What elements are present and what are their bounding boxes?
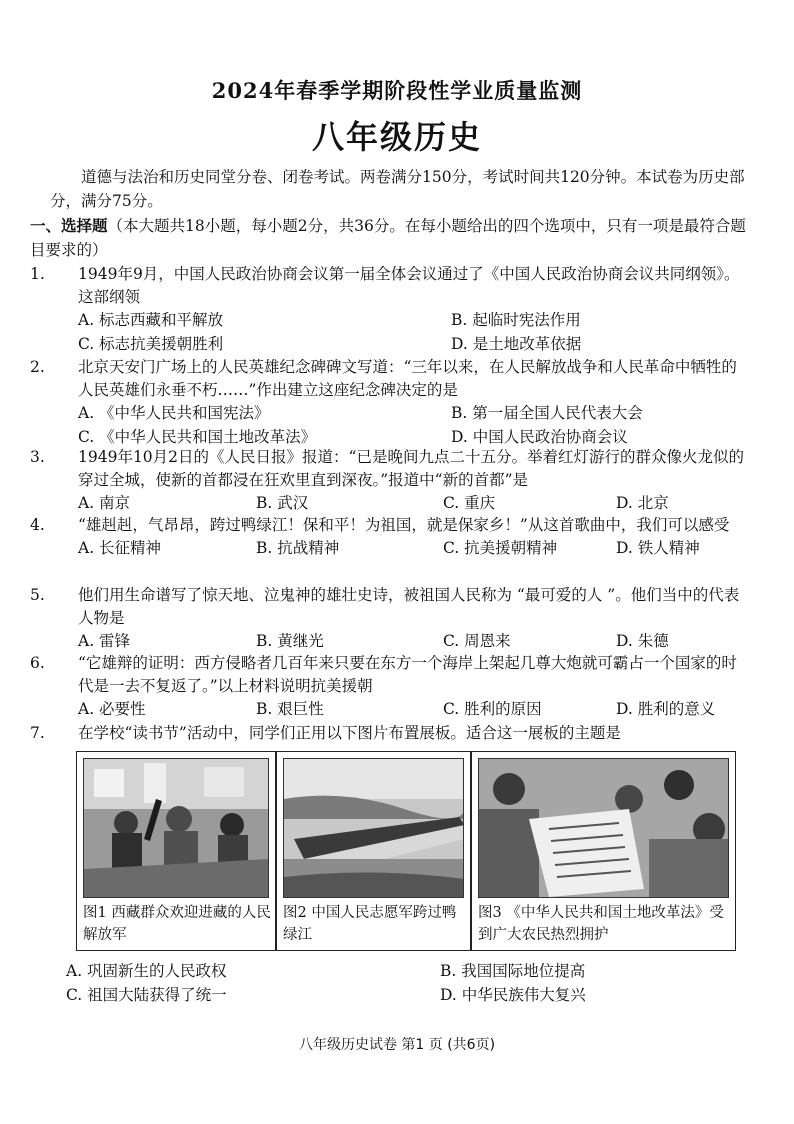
option-d[interactable]: D. 是土地改革依据 [451, 335, 582, 353]
option-b[interactable]: B. 艰巨性 [256, 700, 324, 718]
page-footer: 八年级历史试卷 第1 页 (共6页) [298, 1037, 496, 1053]
option-a[interactable]: A. 雷锋 [78, 632, 131, 650]
figure-row [76, 751, 736, 951]
option-c[interactable]: C. 祖国大陆获得了统一 [66, 986, 227, 1004]
option-c[interactable]: C. 胜利的原因 [443, 700, 542, 718]
exam-title: 2024年春季学期阶段性学业质量监测 [211, 78, 583, 103]
question-number: 3. [30, 448, 45, 466]
question-7 [30, 722, 750, 745]
photo-tibet-welcome [83, 758, 269, 898]
question-number: 7. [30, 724, 45, 742]
figure-2 [276, 751, 471, 951]
question-stem: 1949年9月，中国人民政治协商会议第一届全体会议通过了《中国人民政治协商会议共同纲领》。这部纲领 [78, 265, 740, 306]
question-number: 1. [30, 265, 45, 283]
option-d[interactable]: D. 铁人精神 [616, 539, 700, 557]
option-c[interactable]: C. 重庆 [443, 494, 496, 512]
option-c[interactable]: C. 标志抗美援朝胜利 [78, 335, 224, 353]
option-d[interactable]: D. 朱德 [616, 632, 669, 650]
photo-yalu-crossing [283, 758, 464, 898]
question-number: 5. [30, 586, 45, 604]
section-note: （本大题共18小题，每小题2分，共36分。在每小题给出的四个选项中，只有一项是最符合题目要求的） [30, 217, 746, 259]
figure-2-caption: 图2 中国人民志愿军跨过鸭绿江 [283, 905, 457, 943]
question-stem: “它雄辩的证明：西方侵略者几百年来只要在东方一个海岸上架起几尊大炮就可霸占一个国家的时代是一去不复返了。”以上材料说明抗美援朝 [78, 654, 737, 695]
option-d[interactable]: D. 胜利的意义 [616, 700, 716, 718]
question-3 [30, 446, 750, 516]
option-b[interactable]: B. 我国国际地位提高 [440, 962, 586, 980]
question-stem: “雄赳赳，气昂昂，跨过鸭绿江！保和平！为祖国，就是保家乡！”从这首歌曲中，我们可以感受 [78, 516, 730, 534]
question-2 [30, 356, 750, 450]
question-stem: 1949年10月2日的《人民日报》报道：“已是晚间九点二十五分。举着红灯游行的群众像火龙似的穿过全城，使新的首都浸在狂欢里直到深夜。”报道中“新的首都”是 [78, 448, 744, 489]
option-a[interactable]: A. 必要性 [78, 700, 146, 718]
question-1 [30, 263, 750, 357]
option-a[interactable]: A. 《中华人民共和国宪法》 [78, 404, 270, 422]
option-b[interactable]: B. 黄继光 [256, 632, 324, 650]
option-a[interactable]: A. 长征精神 [78, 539, 162, 557]
option-c[interactable]: C. 抗美援朝精神 [443, 539, 558, 557]
option-d[interactable]: D. 中华民族伟大复兴 [440, 986, 586, 1004]
question-6 [30, 652, 750, 722]
question-4 [30, 514, 750, 561]
option-b[interactable]: B. 武汉 [256, 494, 309, 512]
option-b[interactable]: B. 第一届全国人民代表大会 [451, 404, 643, 422]
option-c[interactable]: C. 周恩来 [443, 632, 511, 650]
option-d[interactable]: D. 中国人民政治协商会议 [451, 428, 628, 446]
photo-land-reform [478, 758, 729, 898]
option-a[interactable]: A. 标志西藏和平解放 [78, 311, 224, 329]
section-title: 一、选择题 [30, 216, 108, 235]
question-stem: 在学校“读书节”活动中，同学们正用以下图片布置展板。适合这一展板的主题是 [78, 724, 621, 742]
option-c[interactable]: C. 《中华人民共和国土地改革法》 [78, 428, 317, 446]
question-number: 6. [30, 654, 45, 672]
section-heading [30, 214, 750, 262]
figure-1-caption: 图1 西藏群众欢迎进藏的人民解放军 [83, 905, 271, 943]
exam-instructions: 道德与法治和历史同堂分卷、闭卷考试。两卷满分150分，考试时间共120分钟。本试卷为历史部分，满分75分。 [50, 168, 745, 210]
figure-3-caption: 图3 《中华人民共和国土地改革法》受到广大农民热烈拥护 [478, 905, 724, 943]
option-b[interactable]: B. 起临时宪法作用 [451, 311, 581, 329]
question-5 [30, 584, 750, 654]
question-7-options [30, 960, 750, 1008]
figure-1 [76, 751, 276, 951]
question-number: 2. [30, 358, 45, 376]
option-a[interactable]: A. 巩固新生的人民政权 [66, 962, 227, 980]
question-number: 4. [30, 516, 45, 534]
figure-3 [471, 751, 736, 951]
question-stem: 他们用生命谱写了惊天地、泣鬼神的雄壮史诗，被祖国人民称为 “最可爱的人 ”。他们当中的代表人物是 [78, 586, 740, 627]
option-b[interactable]: B. 抗战精神 [256, 539, 340, 557]
question-stem: 北京天安门广场上的人民英雄纪念碑碑文写道：“三年以来，在人民解放战争和人民革命中牺牲的人民英雄们永垂不朽……”作出建立这座纪念碑决定的是 [78, 358, 737, 399]
option-d[interactable]: D. 北京 [616, 494, 669, 512]
option-a[interactable]: A. 南京 [78, 494, 131, 512]
exam-subject: 八年级历史 [311, 118, 482, 156]
